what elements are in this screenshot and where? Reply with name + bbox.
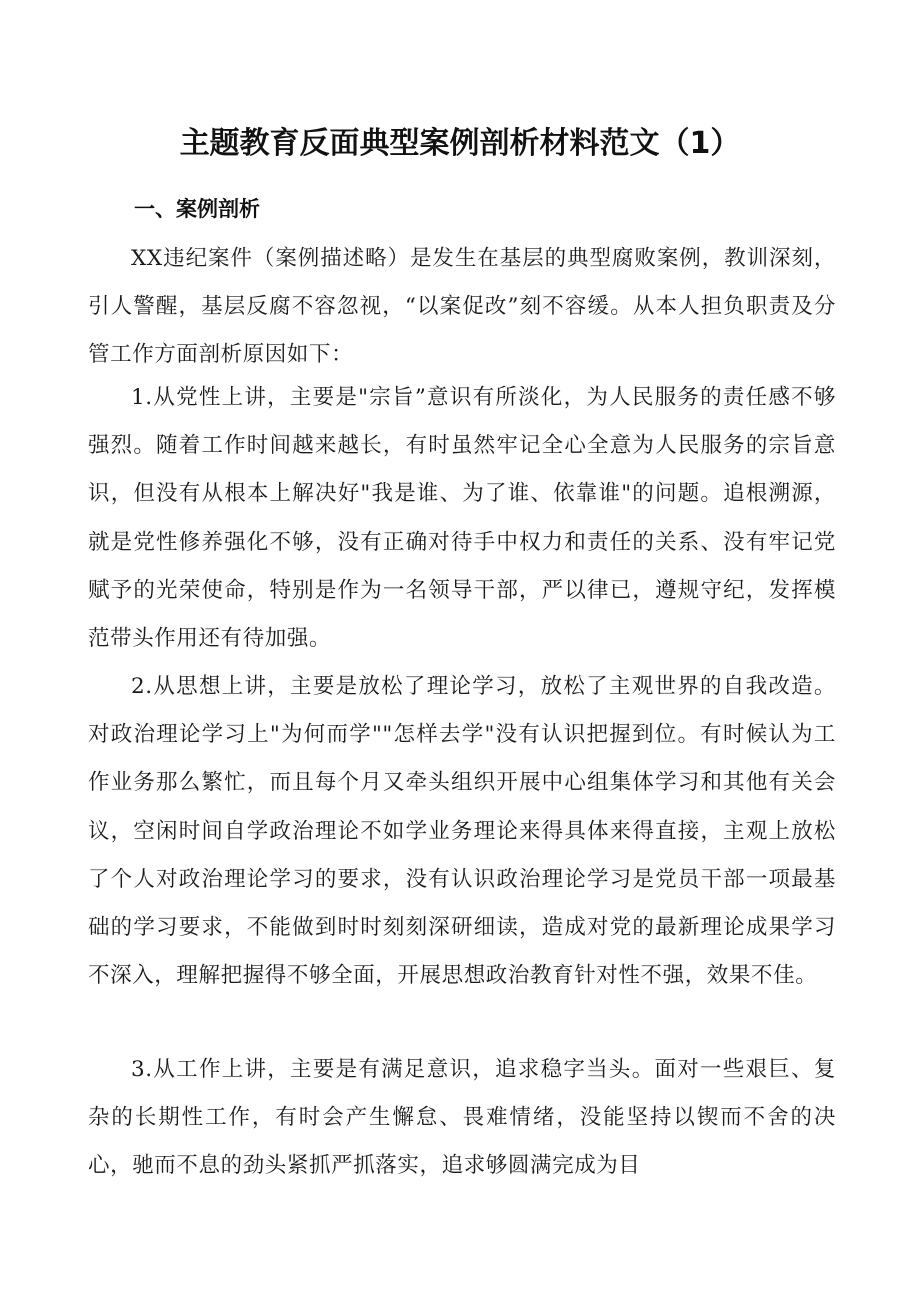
paragraph-party-spirit: 1.从党性上讲，主要是"宗旨”意识有所淡化，为人民服务的责任感不够强烈。随着工作时间越来越长，有时虽然牢记全心全意为人民服务的宗旨意识，但没有从根本上解决好"我是谁、为了谁、依靠谁"的问题。追根溯源，就是党性修养强化不够，没有正确对待手中权力和责任的关系、没有牢记党赋予的光荣使命，特别是作为一名领导干部，严以律已，遵规守纪，发挥模范带头作用还有待加强。 bbox=[88, 385, 836, 652]
paragraph-work: 3.从工作上讲，主要是有满足意识，追求稳字当头。面对一些艰巨、复杂的长期性工作，有时会产生懈怠、畏难情绪，没能坚持以锲而不舍的决心，驰而不息的劲头紧抓严抓落实，追求够圆满完成为目 bbox=[88, 1057, 836, 1179]
paragraph-thinking: 2.从思想上讲，主要是放松了理论学习，放松了主观世界的自我改造。对政治理论学习上"为何而学""怎样去学"没有认识把握到位。有时候认为工作业务那么繁忙，而且每个月又牵头组织开展中心组集体学习和其他有关会议，空闲时间自学政治理论不如学业务理论来得具体来得直接，主观上放松了个人对政治理论学习的要求，没有认识政治理论学习是党员干部一项最基础的学习要求，不能做到时时刻刻深研细读，造成对党的最新理论成果学习不深入，理解把握得不够全面，开展思想政治教育针对性不强，效果不佳。 bbox=[88, 674, 836, 989]
section-heading: 一、案例剖析 bbox=[134, 197, 260, 221]
document-title: 主题教育反面典型案例剖析材料范文（1） bbox=[179, 126, 741, 161]
paragraph-intro: XX违纪案件（案例描述略）是发生在基层的典型腐败案例，教训深刻，引人警醒，基层反腐不容忽视，“以案促改”刻不容缓。从本人担负职责及分管工作方面剖析原因如下： bbox=[88, 246, 836, 368]
